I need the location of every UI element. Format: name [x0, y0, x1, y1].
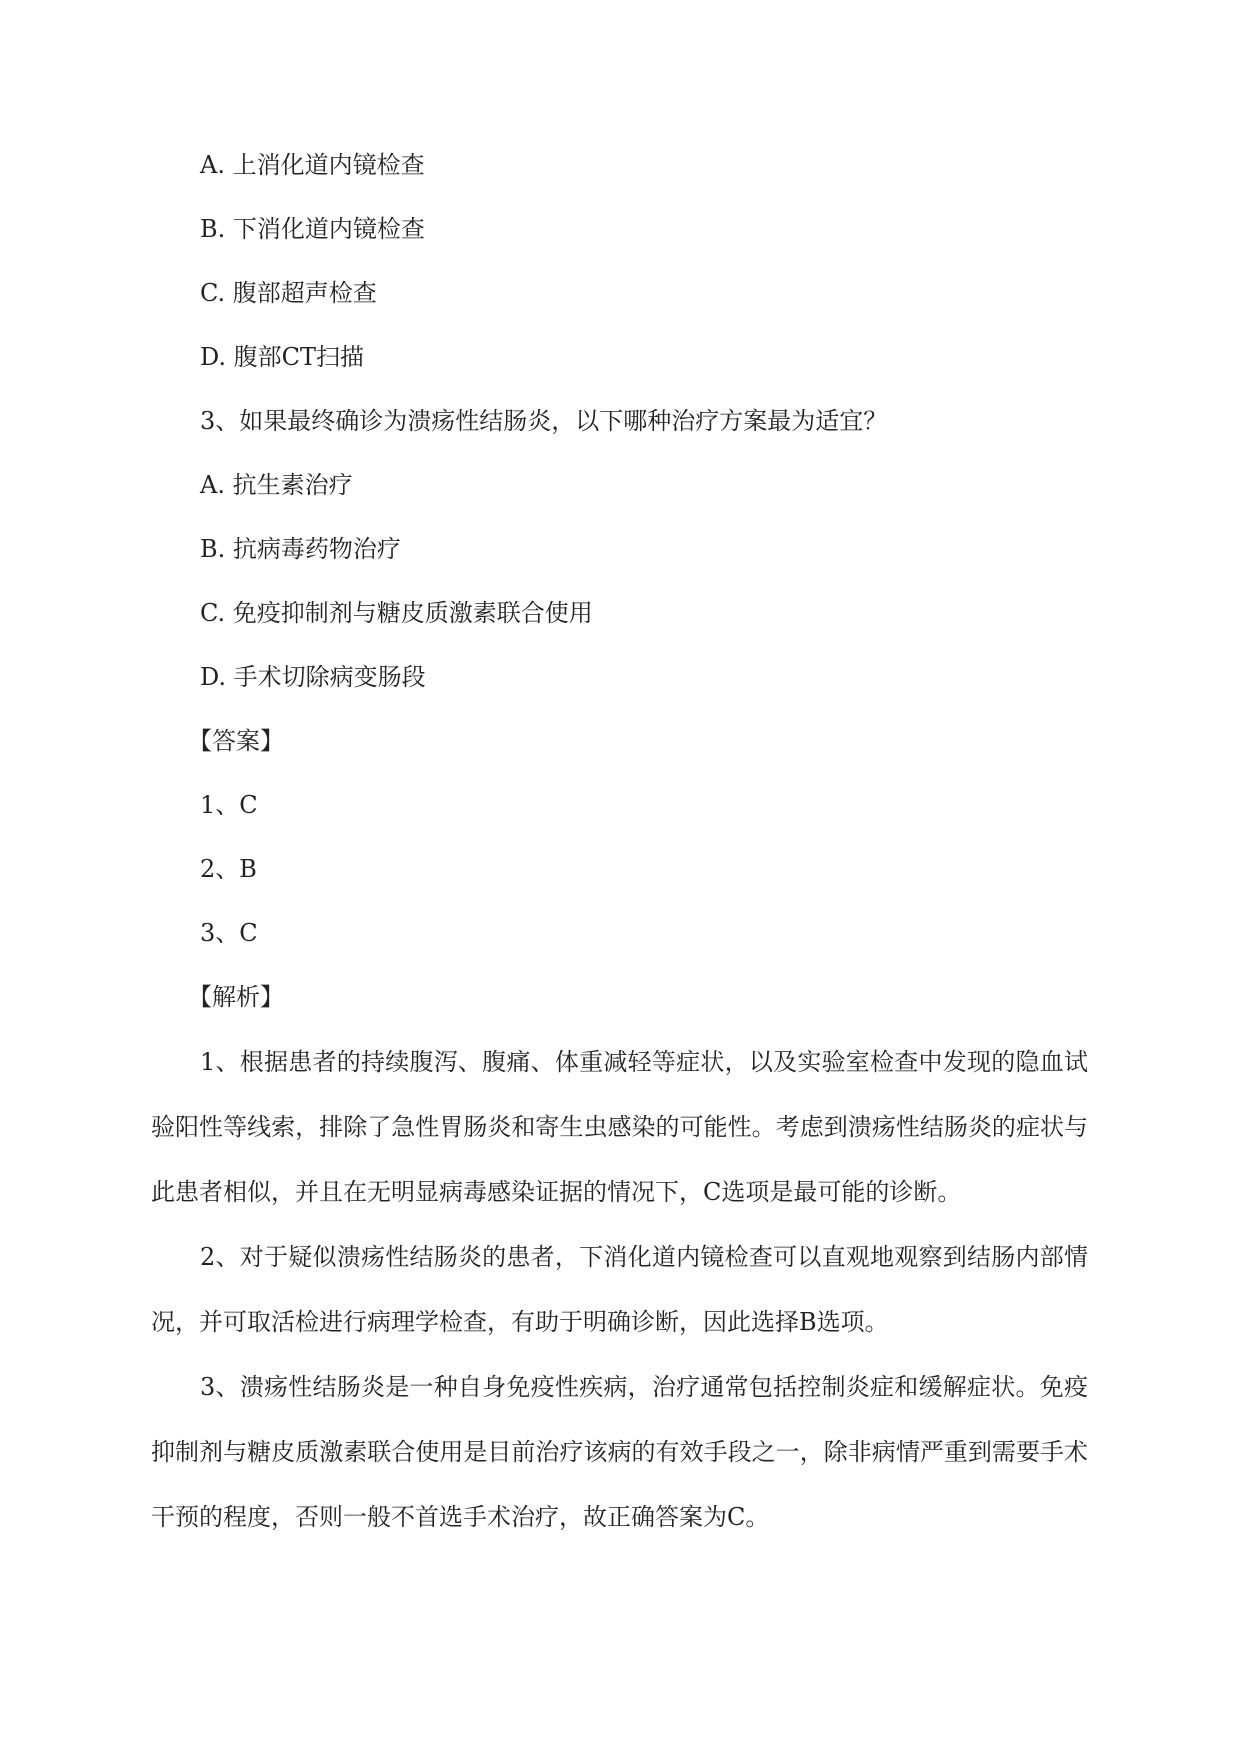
q3-question: 3、如果最终确诊为溃疡性结肠炎，以下哪种治疗方案最为适宜？	[200, 407, 888, 435]
q3-option-a: A. 抗生素治疗	[200, 471, 353, 499]
q2-option-b: B. 下消化道内镜检查	[200, 215, 425, 243]
answer-item-3: 3、C	[200, 919, 258, 947]
q2-option-c: C. 腹部超声检查	[200, 279, 377, 307]
q2-option-d: D. 腹部CT扫描	[200, 343, 365, 371]
analysis-heading: 【解析】	[188, 983, 284, 1011]
analysis-paragraph-2: 2、对于疑似溃疡性结肠炎的患者，下消化道内镜检查可以直观地观察到结肠内部情况，并可取活检进行病理学检查，有助于明确诊断，因此选择B选项。	[151, 1243, 1088, 1336]
analysis-paragraph-3: 3、溃疡性结肠炎是一种自身免疫性疾病，治疗通常包括控制炎症和缓解症状。免疫抑制剂与糖皮质激素联合使用是目前治疗该病的有效手段之一，除非病情严重到需要手术干预的程度，否则一般不首选手术治疗，故正确答案为C。	[151, 1373, 1088, 1531]
q3-option-c: C. 免疫抑制剂与糖皮质激素联合使用	[200, 599, 593, 627]
analysis-paragraph-1: 1、根据患者的持续腹泻、腹痛、体重减轻等症状，以及实验室检查中发现的隐血试验阳性等线索，排除了急性胃肠炎和寄生虫感染的可能性。考虑到溃疡性结肠炎的症状与此患者相似，并且在无明显病毒感染证据的情况下，C选项是最可能的诊断。	[151, 1048, 1088, 1206]
answer-item-1: 1、C	[200, 791, 258, 819]
q2-option-a: A. 上消化道内镜检查	[200, 151, 425, 179]
answer-item-2: 2、B	[200, 855, 257, 883]
q3-option-d: D. 手术切除病变肠段	[200, 663, 426, 691]
q3-option-b: B. 抗病毒药物治疗	[200, 535, 401, 563]
answer-heading: 【答案】	[188, 727, 284, 755]
